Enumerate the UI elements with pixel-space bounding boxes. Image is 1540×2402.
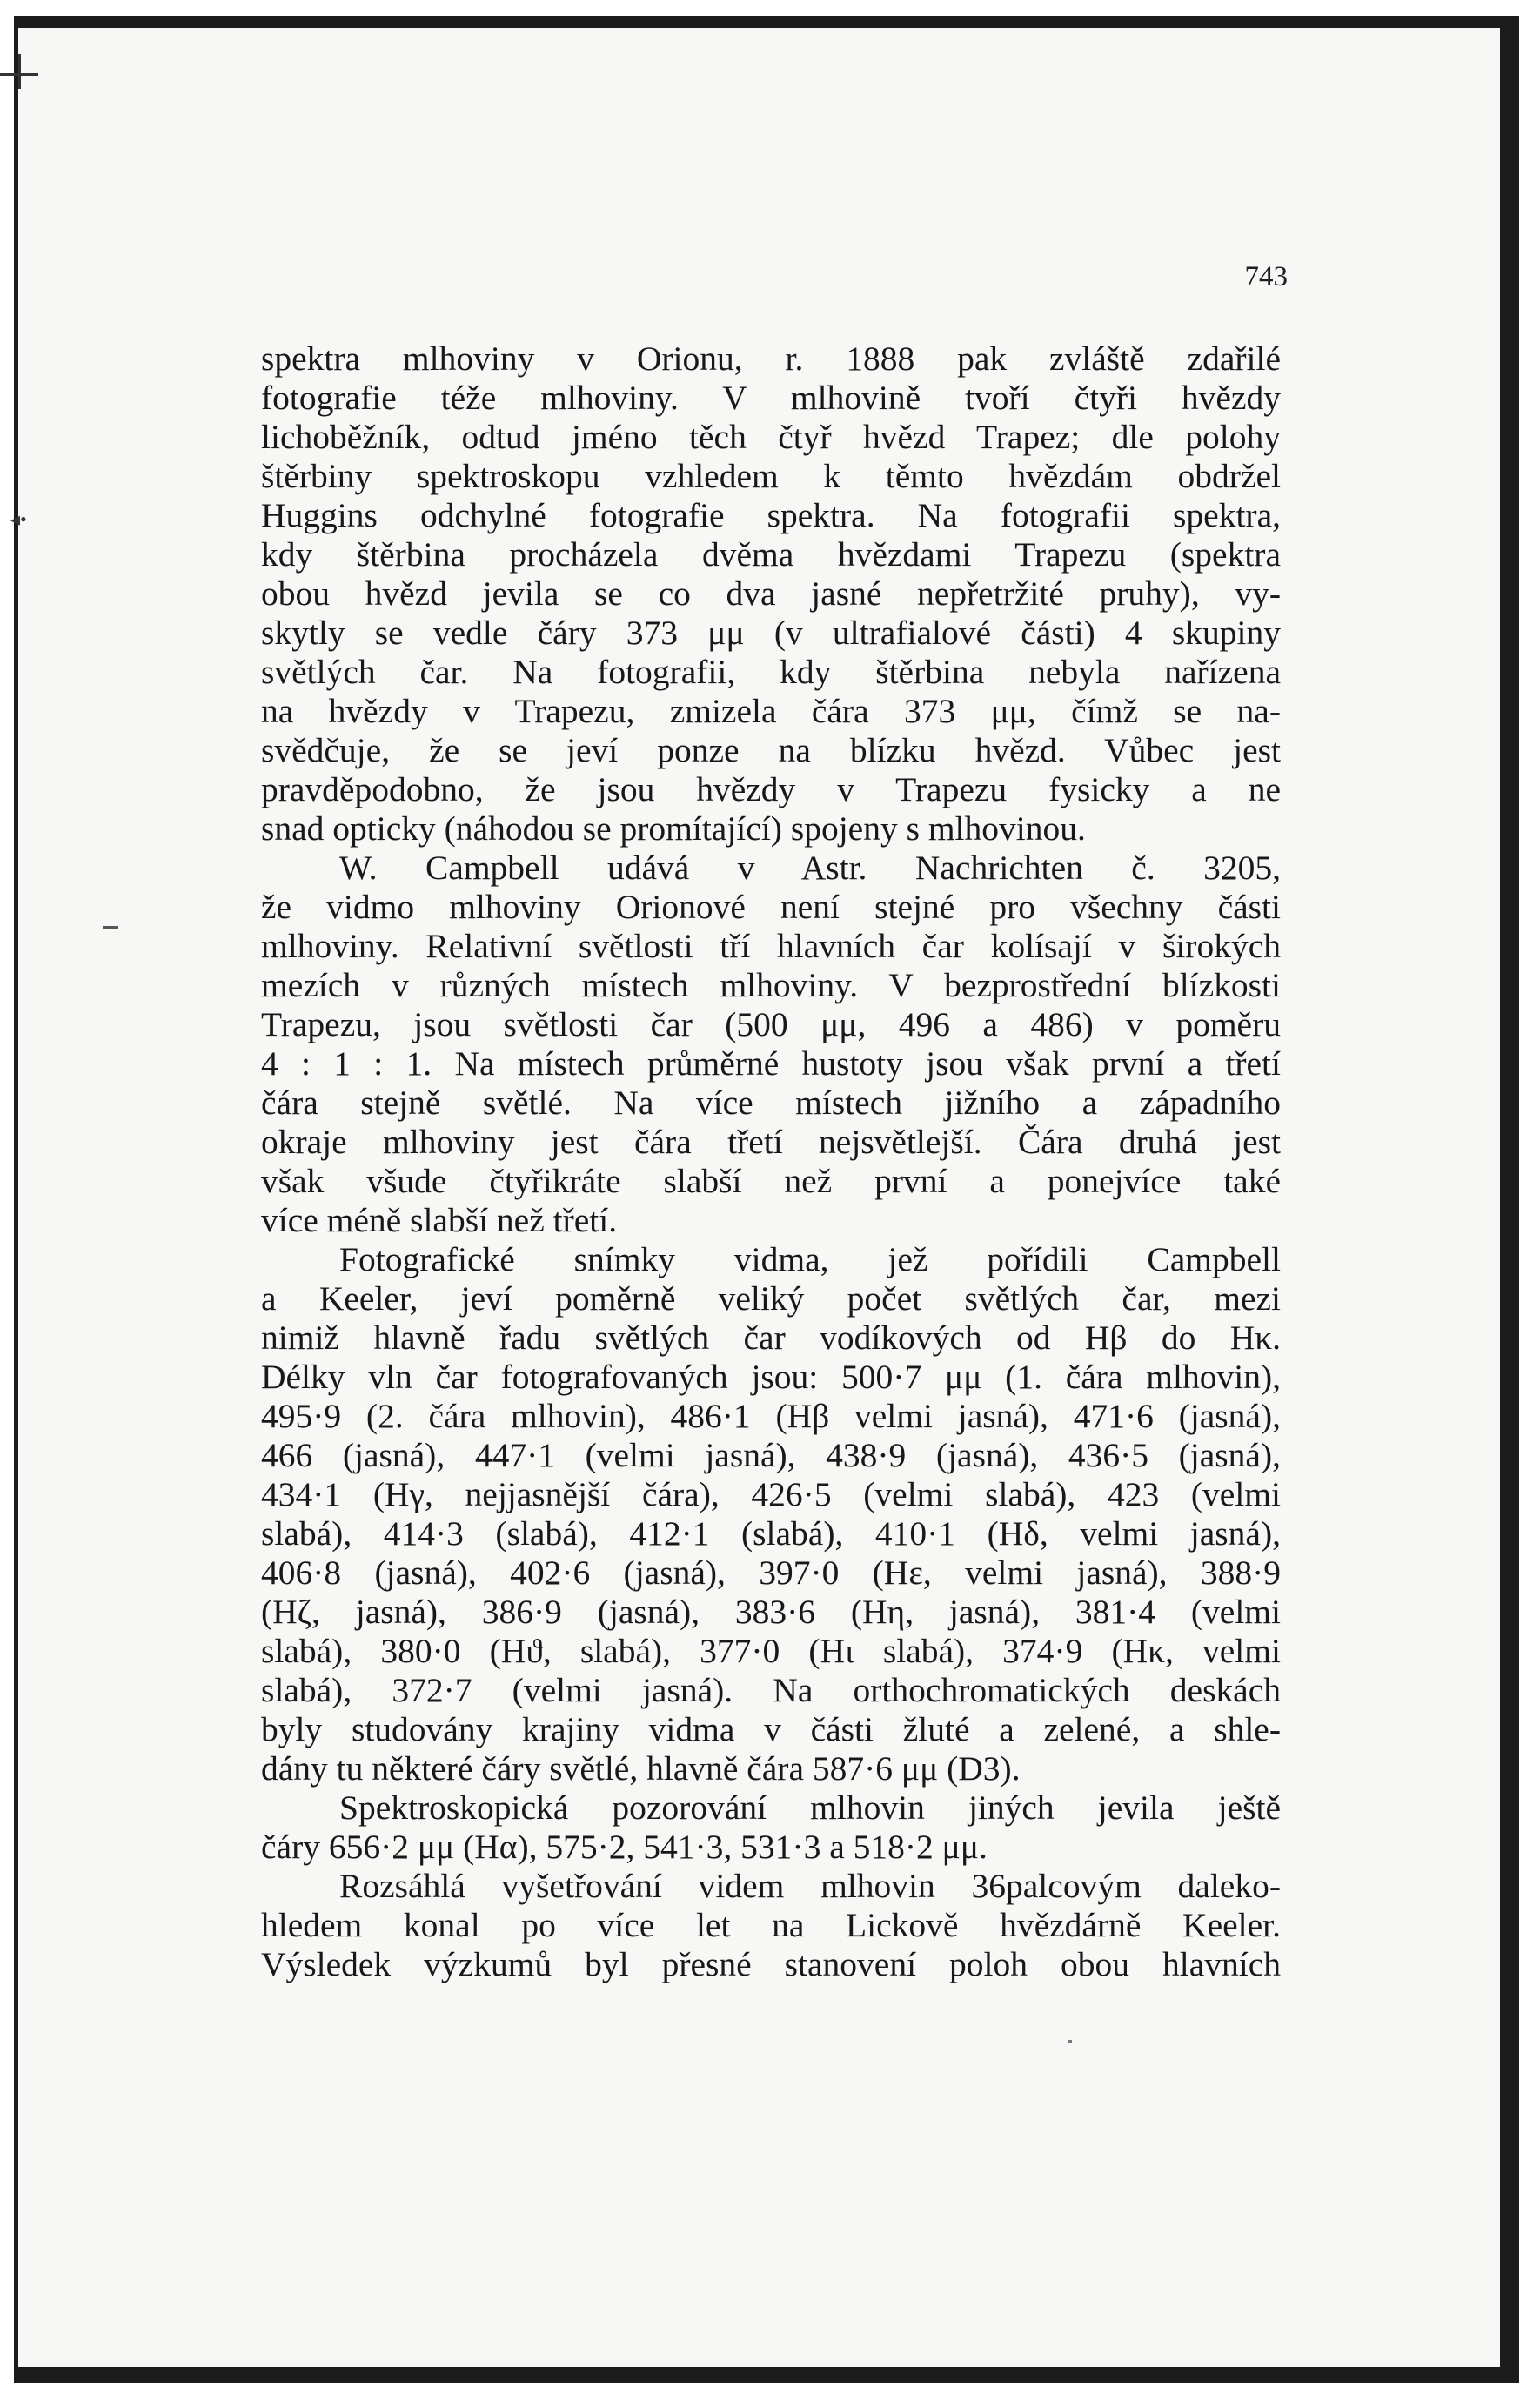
margin-bullet-mark: ◂•	[10, 508, 27, 530]
text-line: nimiž hlavně řadu světlých čar vodíkových od Hβ do Hκ.	[261, 1318, 1281, 1357]
text-line: dány tu některé čáry světlé, hlavně čára 587·6 μμ (D3).	[261, 1749, 1021, 1788]
text-line: W. Campbell udává v Astr. Nachrichten č. 3205,	[339, 849, 1281, 887]
text-line: slabá), 372·7 (velmi jasná). Na orthochromatických deskách	[261, 1671, 1281, 1709]
text-line: Rozsáhlá vyšetřování videm mlhovin 36palcovým daleko-	[339, 1867, 1281, 1905]
text-line: 434·1 (Hγ, nejjasnější čára), 426·5 (velmi slabá), 423 (velmi	[261, 1475, 1281, 1513]
body-text	[261, 339, 1281, 1984]
text-line: Spektroskopická pozorování mlhovin jiných jevila ještě	[339, 1788, 1281, 1827]
text-line: 466 (jasná), 447·1 (velmi jasná), 438·9 (jasná), 436·5 (jasná),	[261, 1436, 1281, 1474]
text-line: Fotografické snímky vidma, jež pořídili Campbell	[339, 1240, 1281, 1278]
text-line: 495·9 (2. čára mlhovin), 486·1 (Hβ velmi jasná), 471·6 (jasná),	[261, 1397, 1281, 1435]
text-line: Huggins odchylné fotografie spektra. Na fotografii spektra,	[261, 496, 1281, 534]
page-number: 743	[1244, 261, 1288, 292]
text-line: štěrbiny spektroskopu vzhledem k těmto hvězdám obdržel	[261, 457, 1281, 495]
text-line: fotografie téže mlhoviny. V mlhovině tvoří čtyři hvězdy	[261, 379, 1281, 417]
text-line: Trapezu, jsou světlosti čar (500 μμ, 496 a 486) v poměru	[261, 1005, 1281, 1043]
text-line: lichoběžník, odtud jméno těch čtyř hvězd Trapez; dle polohy	[261, 418, 1281, 456]
text-line: čáry 656·2 μμ (Hα), 575·2, 541·3, 531·3 a 518·2 μμ.	[261, 1828, 988, 1866]
text-line: kdy štěrbina procházela dvěma hvězdami Trapezu (spektra	[261, 535, 1281, 574]
text-line: 4 : 1 : 1. Na místech průměrné hustoty jsou však první a třetí	[261, 1044, 1281, 1083]
text-line: svědčuje, že se jeví ponze na blízku hvězd. Vůbec jest	[261, 731, 1281, 769]
registration-cross-mark	[0, 54, 38, 89]
text-line: však všude čtyřikráte slabší než první a ponejvíce také	[261, 1162, 1281, 1200]
text-line: spektra mlhoviny v Orionu, r. 1888 pak zvláště zdařilé	[261, 339, 1281, 378]
text-line: pravděpodobno, že jsou hvězdy v Trapezu fysicky a ne	[261, 770, 1281, 808]
text-line: obou hvězd jevila se co dva jasné nepřetržité pruhy), vy-	[261, 574, 1281, 613]
text-line: mlhoviny. Relativní světlosti tří hlavních čar kolísají v širokých	[261, 927, 1281, 965]
text-line: skytly se vedle čáry 373 μμ (v ultrafialové části) 4 skupiny	[261, 614, 1281, 652]
text-line: Délky vln čar fotografovaných jsou: 500·7 μμ (1. čára mlhovin),	[261, 1358, 1281, 1396]
text-line: čára stejně světlé. Na více místech jižního a západního	[261, 1084, 1281, 1122]
text-line: hledem konal po více let na Lickově hvězdárně Keeler.	[261, 1906, 1281, 1944]
text-line: slabá), 380·0 (Hϑ, slabá), 377·0 (Hι slabá), 374·9 (Hκ, velmi	[261, 1632, 1281, 1670]
text-line: snad opticky (náhodou se promítající) spojeny s mlhovinou.	[261, 809, 1086, 848]
text-line: slabá), 414·3 (slabá), 412·1 (slabá), 410·1 (Hδ, velmi jasná),	[261, 1514, 1281, 1553]
text-line: více méně slabší než třetí.	[261, 1201, 618, 1239]
text-line: na hvězdy v Trapezu, zmizela čára 373 μμ, čímž se na-	[261, 692, 1281, 730]
text-line: byly studovány krajiny vidma v části žluté a zelené, a shle-	[261, 1710, 1281, 1748]
text-line: (Hζ, jasná), 386·9 (jasná), 383·6 (Hη, jasná), 381·4 (velmi	[261, 1593, 1281, 1631]
text-line: 406·8 (jasná), 402·6 (jasná), 397·0 (Hε, velmi jasná), 388·9	[261, 1553, 1281, 1592]
stray-mark	[1068, 2040, 1072, 2043]
text-line: mezích v různých místech mlhoviny. V bezprostřední blízkosti	[261, 966, 1281, 1004]
text-line: že vidmo mlhoviny Orionové není stejné pro všechny části	[261, 888, 1281, 926]
text-line: světlých čar. Na fotografii, kdy štěrbina nebyla nařízena	[261, 653, 1281, 691]
text-line: Výsledek výzkumů byl přesné stanovení poloh obou hlavních	[261, 1945, 1281, 1983]
margin-dash-mark	[103, 926, 118, 929]
text-line: a Keeler, jeví poměrně veliký počet světlých čar, mezi	[261, 1279, 1281, 1318]
text-line: okraje mlhoviny jest čára třetí nejsvětlejší. Čára druhá jest	[261, 1123, 1281, 1161]
